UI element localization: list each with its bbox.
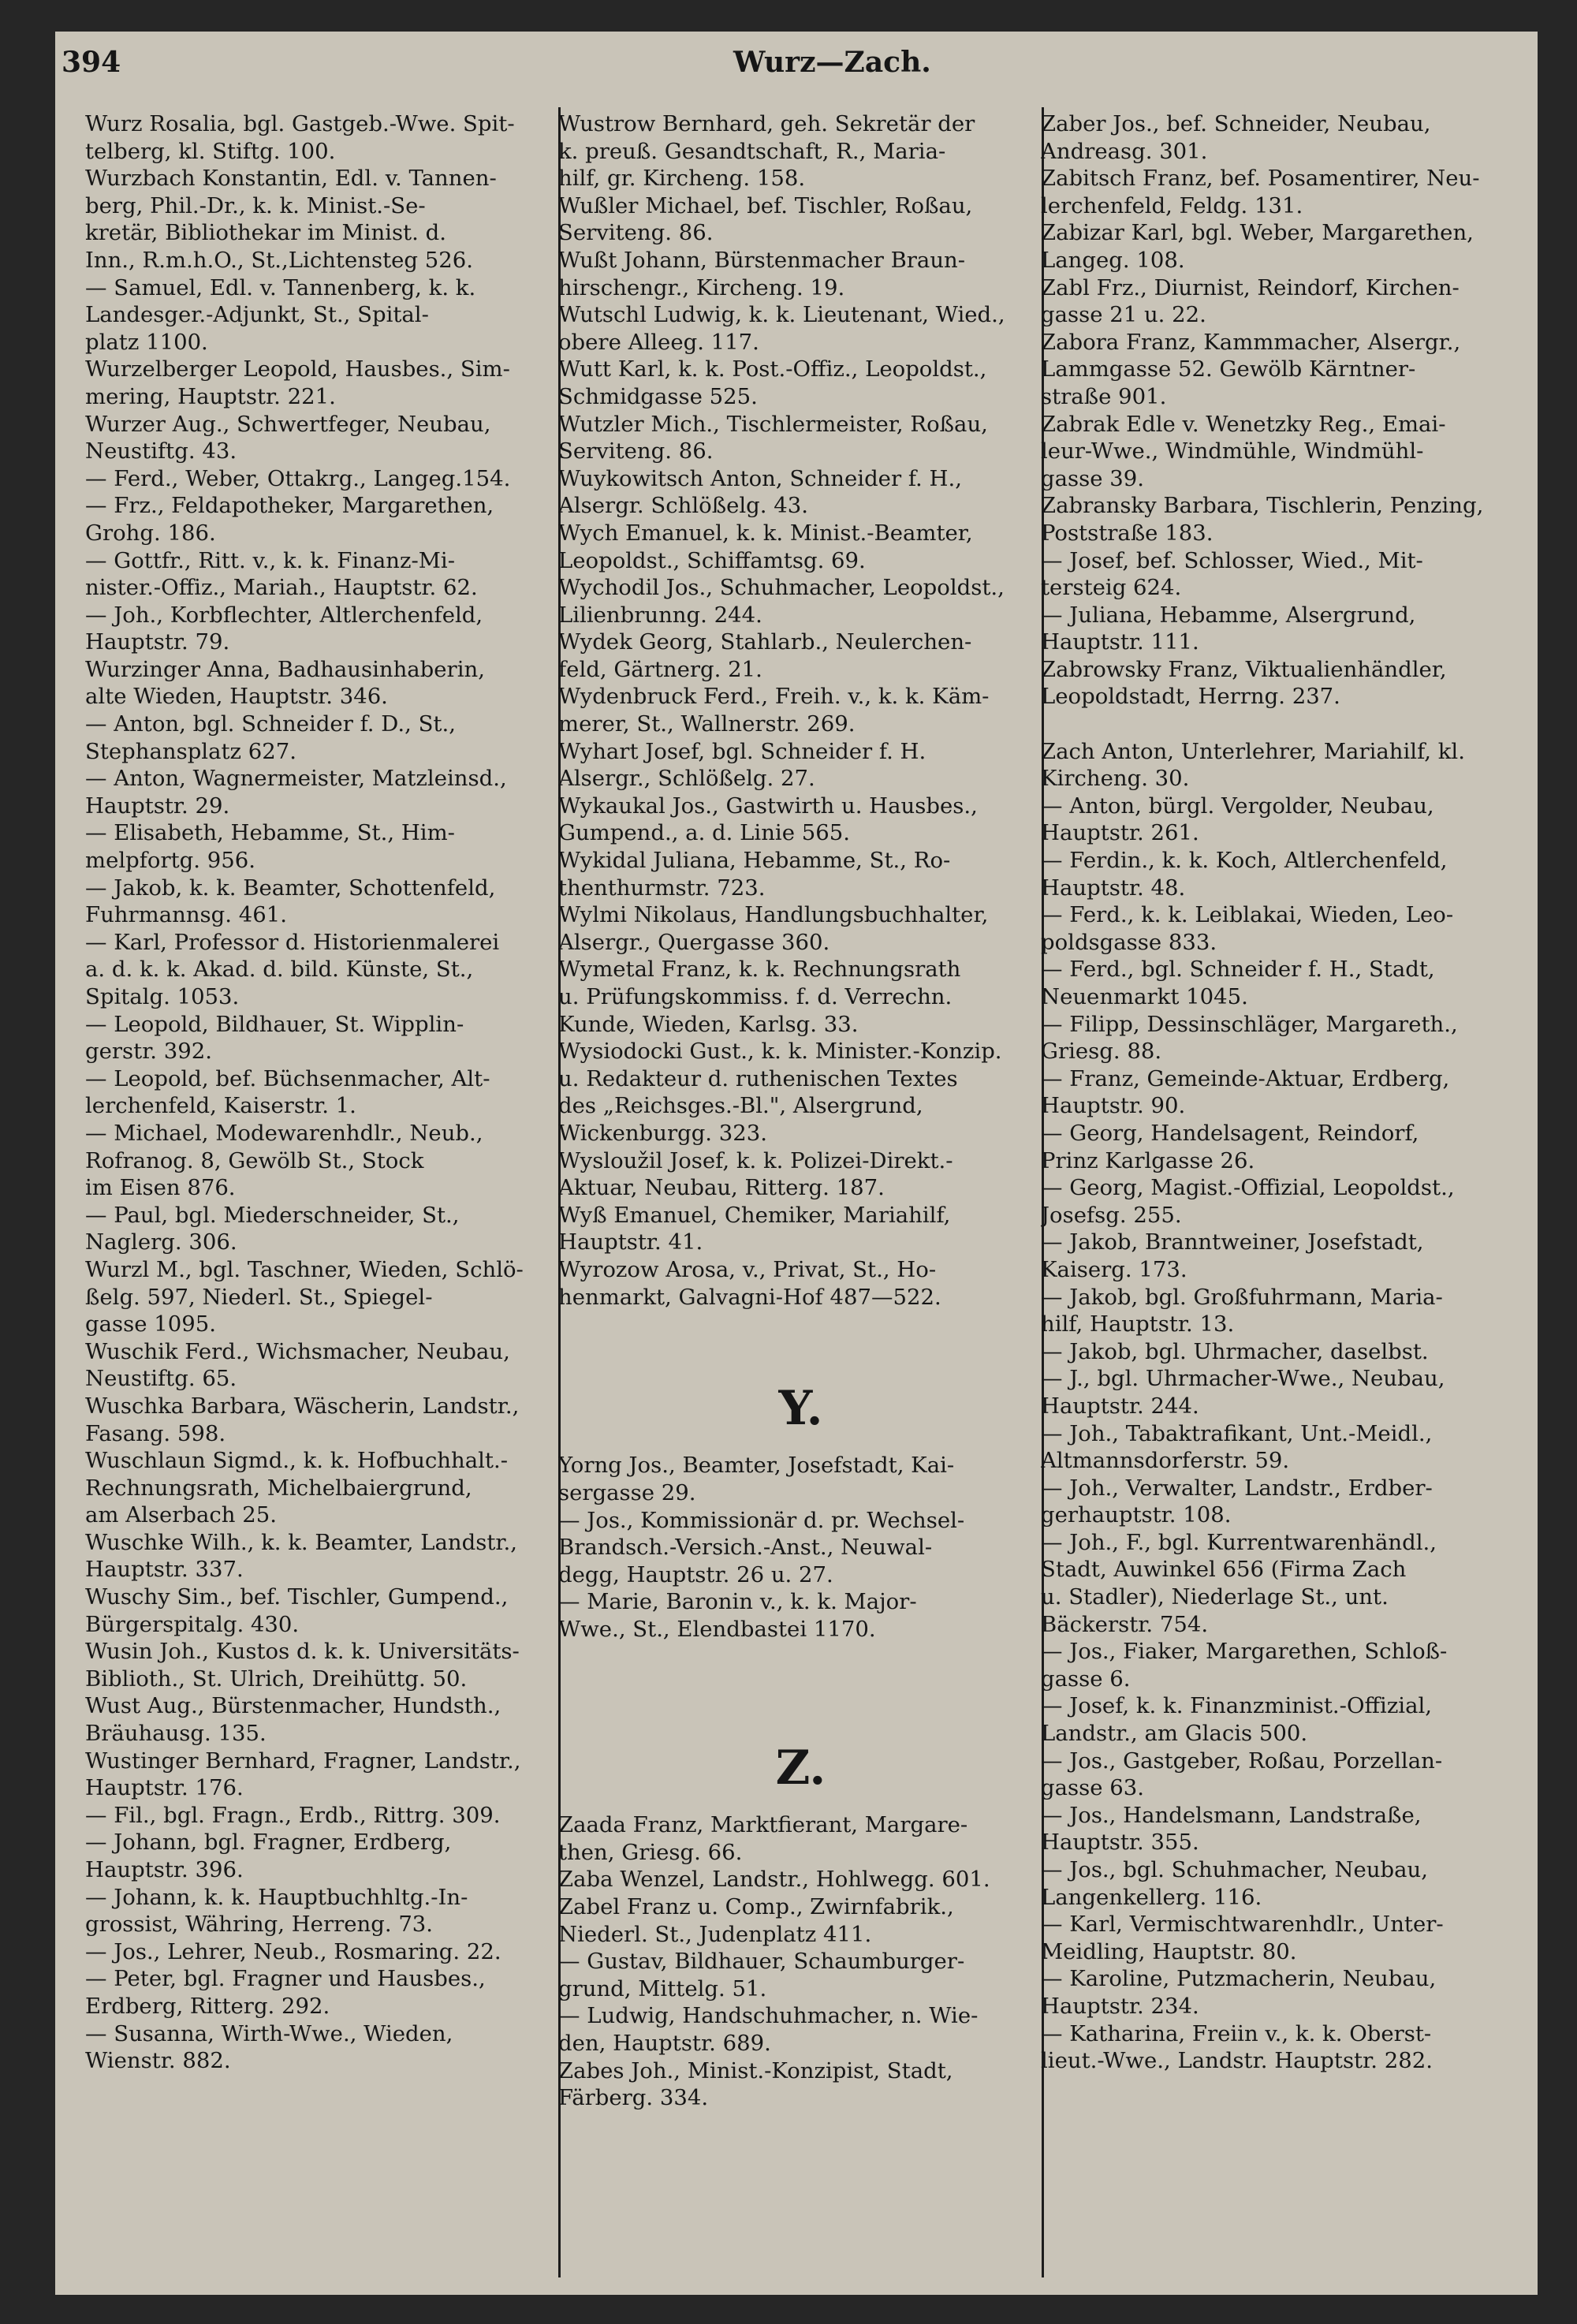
entry-line: — Jakob, Branntweiner, Josefstadt, xyxy=(1041,1229,1424,1255)
entry-line: — Georg, Handelsagent, Reindorf, xyxy=(1041,1120,1419,1146)
entry-line: berg, Phil.-Dr., k. k. Minist.-Se- xyxy=(85,192,426,218)
entry-line: merer, St., Wallnerstr. 269. xyxy=(558,711,856,737)
entry-line: grossist, Währing, Herreng. 73. xyxy=(85,1912,434,1938)
entry-line: platz 1100. xyxy=(85,329,208,355)
entry-line: Kaiserg. 173. xyxy=(1041,1256,1187,1282)
entry-line: ßelg. 597, Niederl. St., Spiegel- xyxy=(85,1284,433,1310)
entry-line: Hauptstr. 337. xyxy=(85,1557,244,1583)
entry-line: Griesg. 88. xyxy=(1041,1039,1162,1065)
entry-line: — Jakob, bgl. Uhrmacher, daselbst. xyxy=(1041,1338,1429,1364)
entry-line: — Karl, Vermischtwarenhdlr., Unter- xyxy=(1041,1912,1444,1938)
entry-line: Wuschke Wilh., k. k. Beamter, Landstr., xyxy=(85,1529,517,1555)
section-letter: Y. xyxy=(778,1381,823,1437)
entry-line: — Johann, k. k. Hauptbuchhltg.-In- xyxy=(85,1884,468,1910)
entry-line: Wuschik Ferd., Wichsmacher, Neubau, xyxy=(85,1338,510,1364)
entry-line: Zaada Franz, Marktfierant, Margare- xyxy=(558,1812,968,1838)
entry-line: Bäckerstr. 754. xyxy=(1041,1611,1209,1637)
entry-line: — Jos., Handelsmann, Landstraße, xyxy=(1041,1802,1422,1828)
entry-line: Wuschy Sim., bef. Tischler, Gumpend., xyxy=(85,1584,509,1610)
entry-line xyxy=(558,1643,1043,1670)
entry-line: Yorng Jos., Beamter, Josefstadt, Kai- xyxy=(558,1453,955,1479)
entry-line: — Josef, bef. Schlosser, Wied., Mit- xyxy=(1041,547,1423,573)
entry-line: Zabel Franz u. Comp., Zwirnfabrik., xyxy=(558,1894,954,1920)
entry-line: Josefsg. 255. xyxy=(1041,1202,1182,1228)
entry-line: gasse 63. xyxy=(1041,1775,1144,1801)
entry-line: Wurzl M., bgl. Taschner, Wieden, Schlö- xyxy=(85,1256,524,1282)
entry-line: gasse 21 u. 22. xyxy=(1041,302,1206,328)
directory-page xyxy=(55,32,1538,2295)
entry-line: Zabitsch Franz, bef. Posamentirer, Neu- xyxy=(1041,166,1480,192)
entry-line: Wwe., St., Elendbastei 1170. xyxy=(558,1616,876,1642)
entry-line: — Jos., Fiaker, Margarethen, Schloß- xyxy=(1041,1639,1448,1665)
entry-line: Neuenmarkt 1045. xyxy=(1041,984,1248,1009)
entry-line: Lilienbrunng. 244. xyxy=(558,602,762,628)
entry-line: am Alserbach 25. xyxy=(85,1502,277,1528)
entry-line: straße 901. xyxy=(1041,383,1167,409)
entry-line: Hauptstr. 111. xyxy=(1041,629,1199,655)
entry-line: Wurzbach Konstantin, Edl. v. Tannen- xyxy=(85,166,497,192)
entry-line: Alsergr. Schlößelg. 43. xyxy=(558,493,808,519)
entry-line: Zabrak Edle v. Wenetzky Reg., Emai- xyxy=(1041,411,1446,437)
entry-line: — Katharina, Freiin v., k. k. Oberst- xyxy=(1041,2020,1432,2046)
entry-line: — Josef, k. k. Finanzminist.-Offizial, xyxy=(1041,1693,1433,1719)
entry-line: Fasang. 598. xyxy=(85,1420,226,1446)
entry-line: lerchenfeld, Feldg. 131. xyxy=(1041,192,1303,218)
entry-line: Hauptstr. 41. xyxy=(558,1229,703,1255)
entry-line: gasse 39. xyxy=(1041,465,1144,491)
entry-line: — Franz, Gemeinde-Aktuar, Erdberg, xyxy=(1041,1065,1450,1091)
entry-line: degg, Hauptstr. 26 u. 27. xyxy=(558,1561,833,1587)
entry-line: — Anton, bürgl. Vergolder, Neubau, xyxy=(1041,793,1434,819)
entry-line xyxy=(558,1698,1043,1725)
entry-line: gerstr. 392. xyxy=(85,1039,213,1065)
entry-line: Naglerg. 306. xyxy=(85,1229,237,1255)
entry-line: — Fil., bgl. Fragn., Erdb., Rittrg. 309. xyxy=(85,1802,501,1828)
entry-line: Biblioth., St. Ulrich, Dreihüttg. 50. xyxy=(85,1666,468,1692)
entry-line: then, Griesg. 66. xyxy=(558,1839,743,1865)
entry-line: Wust Aug., Bürstenmacher, Hundsth., xyxy=(85,1693,501,1719)
entry-line: lerchenfeld, Kaiserstr. 1. xyxy=(85,1093,356,1119)
entry-line: — Michael, Modewarenhdlr., Neub., xyxy=(85,1120,483,1146)
entry-line: Wußt Johann, Bürstenmacher Braun- xyxy=(558,247,966,273)
entry-line: Lammgasse 52. Gewölb Kärntner- xyxy=(1041,356,1416,382)
entry-line: hilf, gr. Kircheng. 158. xyxy=(558,166,806,192)
entry-line: Wurzinger Anna, Badhausinhaberin, xyxy=(85,656,485,682)
entry-line: — Karoline, Putzmacherin, Neubau, xyxy=(1041,1966,1437,1992)
entry-line: Wurzer Aug., Schwertfeger, Neubau, xyxy=(85,411,491,437)
entry-line: Zabizar Karl, bgl. Weber, Margarethen, xyxy=(1041,220,1474,246)
entry-line: Wykidal Juliana, Hebamme, St., Ro- xyxy=(558,848,951,874)
page-number: 394 xyxy=(62,46,121,79)
entry-line: mering, Hauptstr. 221. xyxy=(85,383,336,409)
entry-line: Leopoldst., Schiffamtsg. 69. xyxy=(558,547,866,573)
entry-line: gasse 1095. xyxy=(85,1311,216,1337)
entry-line: Neustiftg. 43. xyxy=(85,438,237,464)
entry-line: — Elisabeth, Hebamme, St., Him- xyxy=(85,820,455,846)
entry-line: Landstr., am Glacis 500. xyxy=(1041,1721,1308,1747)
entry-line: hirschengr., Kircheng. 19. xyxy=(558,274,845,300)
entry-line: Wienstr. 882. xyxy=(85,2048,231,2074)
entry-line: hilf, Hauptstr. 13. xyxy=(1041,1311,1235,1337)
entry-line: Langeg. 108. xyxy=(1041,247,1185,273)
entry-line: Wyß Emanuel, Chemiker, Mariahilf, xyxy=(558,1202,951,1228)
entry-line: Zaber Jos., bef. Schneider, Neubau, xyxy=(1041,111,1431,136)
entry-line: den, Hauptstr. 689. xyxy=(558,2031,771,2056)
entry-line: Wysiodocki Gust., k. k. Minister.-Konzip. xyxy=(558,1039,1002,1065)
entry-line: Meidling, Hauptstr. 80. xyxy=(1041,1938,1297,1964)
entry-line: alte Wieden, Hauptstr. 346. xyxy=(85,684,388,710)
entry-line: — Gustav, Bildhauer, Schaumburger- xyxy=(558,1949,965,1975)
entry-line: Zabransky Barbara, Tischlerin, Penzing, xyxy=(1041,493,1484,519)
entry-line: — Jakob, k. k. Beamter, Schottenfeld, xyxy=(85,875,496,901)
entry-line: Wuykowitsch Anton, Schneider f. H., xyxy=(558,465,962,491)
entry-line: a. d. k. k. Akad. d. bild. Künste, St., xyxy=(85,957,474,983)
entry-line: — Jos., Lehrer, Neub., Rosmaring. 22. xyxy=(85,1938,501,1964)
entry-line: — Gottfr., Ritt. v., k. k. Finanz-Mi- xyxy=(85,547,455,573)
entry-line: Hauptstr. 90. xyxy=(1041,1093,1186,1119)
entry-line: Wutschl Ludwig, k. k. Lieutenant, Wied., xyxy=(558,302,1005,328)
entry-line: — Ludwig, Handschuhmacher, n. Wie- xyxy=(558,2003,979,2029)
entry-line: Wuschlaun Sigmd., k. k. Hofbuchhalt.- xyxy=(85,1448,509,1474)
entry-line: — Anton, Wagnermeister, Matzleinsd., xyxy=(85,766,507,792)
entry-line: — Karl, Professor d. Historienmalerei xyxy=(85,929,500,955)
entry-line: Wysloužil Josef, k. k. Polizei-Direkt.- xyxy=(558,1147,953,1173)
entry-line: Grohg. 186. xyxy=(85,520,216,546)
entry-line: Kircheng. 30. xyxy=(1041,766,1190,792)
entry-line xyxy=(558,1670,1043,1698)
entry-line: Andreasg. 301. xyxy=(1041,138,1208,164)
entry-line: Wustinger Bernhard, Fragner, Landstr., xyxy=(85,1748,521,1774)
entry-line: — Jakob, bgl. Großfuhrmann, Maria- xyxy=(1041,1284,1443,1310)
entry-line: Poststraße 183. xyxy=(1041,520,1214,546)
entry-line: — Juliana, Hebamme, Alsergrund, xyxy=(1041,602,1416,628)
entry-line: Hauptstr. 48. xyxy=(1041,875,1186,901)
entry-line: Stadt, Auwinkel 656 (Firma Zach xyxy=(1041,1557,1407,1583)
entry-line: lieut.-Wwe., Landstr. Hauptstr. 282. xyxy=(1041,2048,1433,2074)
entry-line: — Anton, bgl. Schneider f. D., St., xyxy=(85,711,456,737)
entry-line: Hauptstr. 355. xyxy=(1041,1830,1199,1856)
entry-line: u. Prüfungskommiss. f. d. Verrechn. xyxy=(558,984,953,1009)
entry-line: — Joh., Tabaktrafikant, Unt.-Meidl., xyxy=(1041,1420,1433,1446)
entry-line: u. Stadler), Niederlage St., unt. xyxy=(1041,1584,1389,1610)
entry-line: Wurz Rosalia, bgl. Gastgeb.-Wwe. Spit- xyxy=(85,111,515,136)
entry-line: — Ferd., bgl. Schneider f. H., Stadt, xyxy=(1041,957,1435,983)
entry-line: Rofranog. 8, Gewölb St., Stock xyxy=(85,1147,424,1173)
entry-line: tersteig 624. xyxy=(1041,575,1182,601)
page-header xyxy=(55,46,1538,93)
entry-line: telberg, kl. Stiftg. 100. xyxy=(85,138,336,164)
entry-line: Färberg. 334. xyxy=(558,2085,709,2111)
entry-line: Kunde, Wieden, Karlsg. 33. xyxy=(558,1011,859,1037)
entry-line: Alsergr., Quergasse 360. xyxy=(558,929,830,955)
entry-line: henmarkt, Galvagni-Hof 487—522. xyxy=(558,1284,941,1310)
entry-line: Wurzelberger Leopold, Hausbes., Sim- xyxy=(85,356,510,382)
entry-line: Spitalg. 1053. xyxy=(85,984,240,1009)
entry-line: Wych Emanuel, k. k. Minist.-Beamter, xyxy=(558,520,973,546)
entry-line xyxy=(558,1311,1043,1338)
entry-line: Hauptstr. 244. xyxy=(1041,1393,1199,1419)
entry-line: des „Reichsges.-Bl.", Alsergrund, xyxy=(558,1093,923,1119)
entry-line: — Jos., bgl. Schuhmacher, Neubau, xyxy=(1041,1857,1428,1882)
entry-line: Wutt Karl, k. k. Post.-Offiz., Leopoldst., xyxy=(558,356,987,382)
entry-line: gasse 6. xyxy=(1041,1666,1131,1692)
entry-line: Zaba Wenzel, Landstr., Hohlwegg. 601. xyxy=(558,1867,990,1893)
entry-line: Rechnungsrath, Michelbaiergrund, xyxy=(85,1475,472,1501)
entry-line: Wykaukal Jos., Gastwirth u. Hausbes., xyxy=(558,793,978,819)
entry-line: melpfortg. 956. xyxy=(85,848,255,874)
entry-line: — Filipp, Dessinschläger, Margareth., xyxy=(1041,1011,1458,1037)
entry-line xyxy=(1041,711,1526,738)
entry-line: Hauptstr. 176. xyxy=(85,1775,244,1801)
entry-line: Neustiftg. 65. xyxy=(85,1366,237,1392)
entry-line: Wickenburgg. 323. xyxy=(558,1120,768,1146)
entry-line: Wychodil Jos., Schuhmacher, Leopoldst., xyxy=(558,575,1005,601)
entry-line: Wußler Michael, bef. Tischler, Roßau, xyxy=(558,192,973,218)
entry-line: — Paul, bgl. Miederschneider, St., xyxy=(85,1202,460,1228)
entry-line: feld, Gärtnerg. 21. xyxy=(558,656,762,682)
entry-line: Zabl Frz., Diurnist, Reindorf, Kirchen- xyxy=(1041,274,1460,300)
entry-line: Schmidgasse 525. xyxy=(558,383,758,409)
entry-line: Wydenbruck Ferd., Freih. v., k. k. Käm- xyxy=(558,684,990,710)
entry-line: u. Redakteur d. ruthenischen Textes xyxy=(558,1065,958,1091)
entry-line: Aktuar, Neubau, Ritterg. 187. xyxy=(558,1175,885,1201)
entry-line: Hauptstr. 396. xyxy=(85,1857,244,1882)
entry-line: grund, Mittelg. 51. xyxy=(558,1975,767,2001)
entry-line: Zabora Franz, Kammmacher, Alsergr., xyxy=(1041,329,1461,355)
entry-line: gerhauptstr. 108. xyxy=(1041,1502,1232,1528)
entry-line: kretär, Bibliothekar im Minist. d. xyxy=(85,220,446,246)
entry-line: — Leopold, Bildhauer, St. Wipplin- xyxy=(85,1011,464,1037)
entry-line: Wyrozow Arosa, v., Privat, St., Ho- xyxy=(558,1256,937,1282)
entry-line: Wusin Joh., Kustos d. k. k. Universitäts- xyxy=(85,1639,520,1665)
column-1 xyxy=(85,110,570,2295)
entry-line: im Eisen 876. xyxy=(85,1175,236,1201)
entry-line: — Ferdin., k. k. Koch, Altlerchenfeld, xyxy=(1041,848,1448,874)
entry-line: Serviteng. 86. xyxy=(558,220,714,246)
entry-line: Niederl. St., Judenplatz 411. xyxy=(558,1921,872,1947)
entry-line xyxy=(558,1338,1043,1366)
entry-line: nister.-Offiz., Mariah., Hauptstr. 62. xyxy=(85,575,478,601)
entry-line: sergasse 29. xyxy=(558,1479,696,1505)
entry-line: Wustrow Bernhard, geh. Sekretär der xyxy=(558,111,975,136)
entry-line: Hauptstr. 234. xyxy=(1041,1993,1199,2019)
entry-line: Zabes Joh., Minist.-Konzipist, Stadt, xyxy=(558,2057,953,2083)
entry-line: Stephansplatz 627. xyxy=(85,738,297,764)
entry-line: Prinz Karlgasse 26. xyxy=(1041,1147,1255,1173)
entry-line: — Susanna, Wirth-Wwe., Wieden, xyxy=(85,2020,453,2046)
entry-line: Altmannsdorferstr. 59. xyxy=(1041,1448,1290,1474)
entry-line: Zabrowsky Franz, Viktualienhändler, xyxy=(1041,656,1447,682)
entry-line: k. preuß. Gesandtschaft, R., Maria- xyxy=(558,138,946,164)
entry-line: — Ferd., Weber, Ottakrg., Langeg.154. xyxy=(85,465,511,491)
entry-line: Wyhart Josef, bgl. Schneider f. H. xyxy=(558,738,926,764)
entry-line: — Jos., Gastgeber, Roßau, Porzellan- xyxy=(1041,1748,1443,1774)
entry-line: Wylmi Nikolaus, Handlungsbuchhalter, xyxy=(558,902,989,928)
entry-line: — Samuel, Edl. v. Tannenberg, k. k. xyxy=(85,274,476,300)
entry-line: Wymetal Franz, k. k. Rechnungsrath xyxy=(558,957,961,983)
entry-line: Gumpend., a. d. Linie 565. xyxy=(558,820,850,846)
entry-line: Leopoldstadt, Herrng. 237. xyxy=(1041,684,1340,710)
entry-line: Landesger.-Adjunkt, St., Spital- xyxy=(85,302,429,328)
entry-line: thenthurmstr. 723. xyxy=(558,875,766,901)
entry-line: Fuhrmannsg. 461. xyxy=(85,902,287,928)
entry-line: — Leopold, bef. Büchsenmacher, Alt- xyxy=(85,1065,490,1091)
entry-line: Inn., R.m.h.O., St.,Lichtensteg 526. xyxy=(85,247,473,273)
entry-line: Erdberg, Ritterg. 292. xyxy=(85,1993,330,2019)
entry-line: — Johann, bgl. Fragner, Erdberg, xyxy=(85,1830,452,1856)
entry-line: Langenkellerg. 116. xyxy=(1041,1884,1262,1910)
entry-line: Zach Anton, Unterlehrer, Mariahilf, kl. xyxy=(1041,738,1465,764)
entry-line: Alsergr., Schlößelg. 27. xyxy=(558,766,815,792)
entry-line: — Jos., Kommissionär d. pr. Wechsel- xyxy=(558,1507,965,1533)
entry-line: Bräuhausg. 135. xyxy=(85,1721,267,1747)
entry-line: — Joh., F., bgl. Kurrentwarenhändl., xyxy=(1041,1529,1437,1555)
section-letter: Z. xyxy=(775,1740,826,1796)
entry-line: Wydek Georg, Stahlarb., Neulerchen- xyxy=(558,629,972,655)
entry-line: Serviteng. 86. xyxy=(558,438,714,464)
running-title: Wurz—Zach. xyxy=(733,46,931,79)
entry-line: — Joh., Korbflechter, Altlerchenfeld, xyxy=(85,602,483,628)
entry-line: — Marie, Baronin v., k. k. Major- xyxy=(558,1589,917,1615)
column-3 xyxy=(1041,110,1526,2295)
entry-line: leur-Wwe., Windmühle, Windmühl- xyxy=(1041,438,1424,464)
entry-line: Wuschka Barbara, Wäscherin, Landstr., xyxy=(85,1393,520,1419)
entry-line: — Ferd., k. k. Leiblakai, Wieden, Leo- xyxy=(1041,902,1454,928)
entry-line: — J., bgl. Uhrmacher-Wwe., Neubau, xyxy=(1041,1366,1445,1392)
entry-line: — Joh., Verwalter, Landstr., Erdber- xyxy=(1041,1475,1433,1501)
entry-line: Hauptstr. 261. xyxy=(1041,820,1199,846)
column-2 xyxy=(558,110,1043,2295)
entry-line: — Frz., Feldapotheker, Margarethen, xyxy=(85,493,494,519)
entry-line: Hauptstr. 79. xyxy=(85,629,230,655)
entry-line: Bürgerspitalg. 430. xyxy=(85,1611,300,1637)
entry-line: — Georg, Magist.-Offizial, Leopoldst., xyxy=(1041,1175,1455,1201)
entry-line: Brandsch.-Versich.-Anst., Neuwal- xyxy=(558,1535,933,1561)
entry-line: — Peter, bgl. Fragner und Hausbes., xyxy=(85,1966,486,1992)
entry-line: obere Alleeg. 117. xyxy=(558,329,759,355)
entry-line: Hauptstr. 29. xyxy=(85,793,230,819)
entry-line: Wutzler Mich., Tischlermeister, Roßau, xyxy=(558,411,988,437)
entry-line: poldsgasse 833. xyxy=(1041,929,1217,955)
